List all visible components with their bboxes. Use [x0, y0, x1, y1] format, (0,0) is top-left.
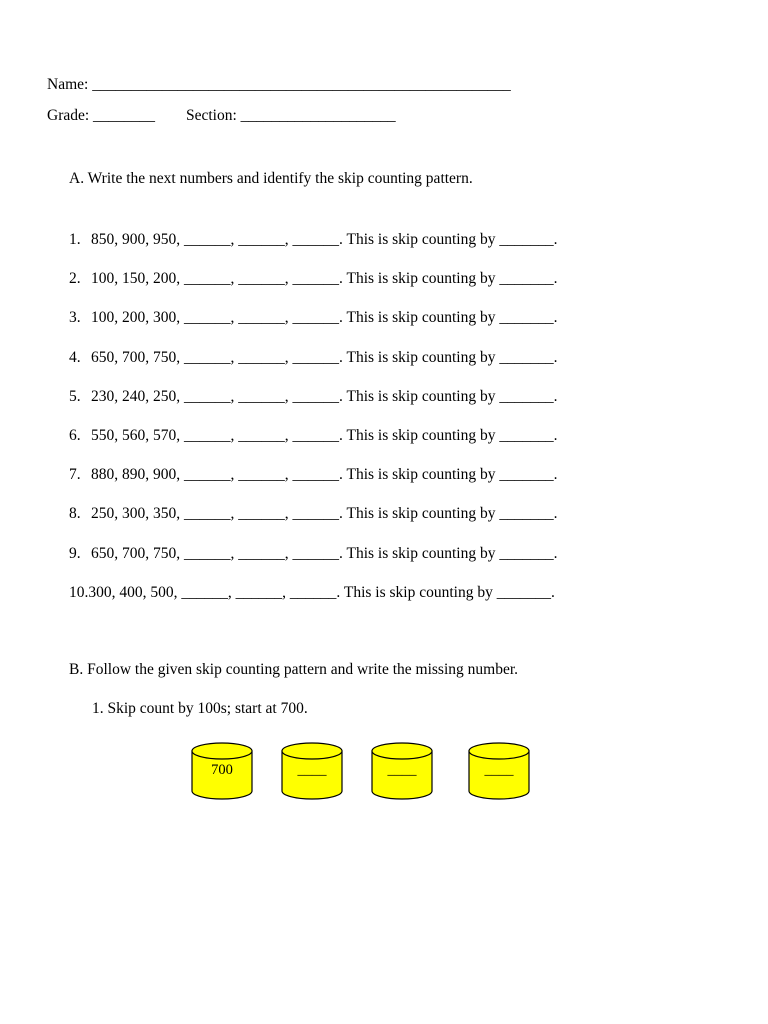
question-text[interactable]: 300, 400, 500, ______, ______, ______. This is skip counting by _______. — [88, 583, 555, 601]
cylinder-value: ____ — [387, 762, 417, 778]
cylinder-answer-box[interactable] — [468, 742, 530, 802]
question-number: 8. — [69, 505, 81, 523]
cylinder-value: ____ — [297, 762, 327, 778]
grade-field-line[interactable]: Grade: ________ — [47, 107, 156, 124]
question-text[interactable]: 650, 700, 750, ______, ______, ______. This is skip counting by _______. — [91, 544, 558, 562]
cylinder-value: ____ — [484, 762, 514, 778]
question-number: 5. — [69, 387, 81, 405]
question-row — [69, 231, 557, 249]
question-text[interactable]: 100, 150, 200, ______, ______, ______. This is skip counting by _______. — [91, 270, 558, 288]
part-a-instructions: A. Write the next numbers and identify the skip counting pattern. — [69, 170, 473, 187]
question-row — [69, 505, 557, 523]
question-text[interactable]: 850, 900, 950, ______, ______, ______. This is skip counting by _______. — [91, 231, 558, 248]
question-number: 7. — [69, 466, 81, 484]
question-number: 2. — [69, 270, 81, 288]
cylinder-answer-box[interactable] — [281, 742, 343, 802]
question-row — [69, 545, 557, 563]
part-b-question-1: 1. Skip count by 100s; start at 700. — [92, 700, 308, 717]
question-row — [69, 466, 557, 484]
cylinder-answer-box — [191, 742, 253, 802]
question-row — [69, 349, 557, 367]
question-number: 4. — [69, 348, 81, 366]
question-row — [69, 309, 557, 327]
question-number: 9. — [69, 544, 81, 562]
cylinder-value: 700 — [211, 762, 233, 778]
question-number: 3. — [69, 309, 81, 327]
question-number: 6. — [69, 427, 81, 444]
question-text[interactable]: 100, 200, 300, ______, ______, ______. This is skip counting by _______. — [91, 309, 558, 327]
section-field-line[interactable]: Section: ____________________ — [186, 107, 396, 124]
part-b-instructions: B. Follow the given skip counting pattern and write the missing number. — [69, 661, 519, 678]
question-number: 1. — [69, 231, 81, 248]
question-text[interactable]: 230, 240, 250, ______, ______, ______. This is skip counting by _______. — [91, 387, 558, 405]
question-text[interactable]: 650, 700, 750, ______, ______, ______. This is skip counting by _______. — [91, 348, 558, 366]
question-row — [69, 584, 555, 602]
question-text[interactable]: 880, 890, 900, ______, ______, ______. This is skip counting by _______. — [91, 466, 558, 484]
cylinder-answer-box[interactable] — [371, 742, 433, 802]
question-text[interactable]: 250, 300, 350, ______, ______, ______. This is skip counting by _______. — [91, 505, 558, 523]
question-text[interactable]: 550, 560, 570, ______, ______, ______. This is skip counting by _______. — [91, 427, 558, 444]
question-row — [69, 270, 557, 288]
question-row — [69, 388, 557, 406]
question-row — [69, 427, 557, 445]
name-field-line[interactable]: Name: ______________________________________________________ — [47, 76, 511, 93]
question-number: 10. — [69, 583, 89, 601]
